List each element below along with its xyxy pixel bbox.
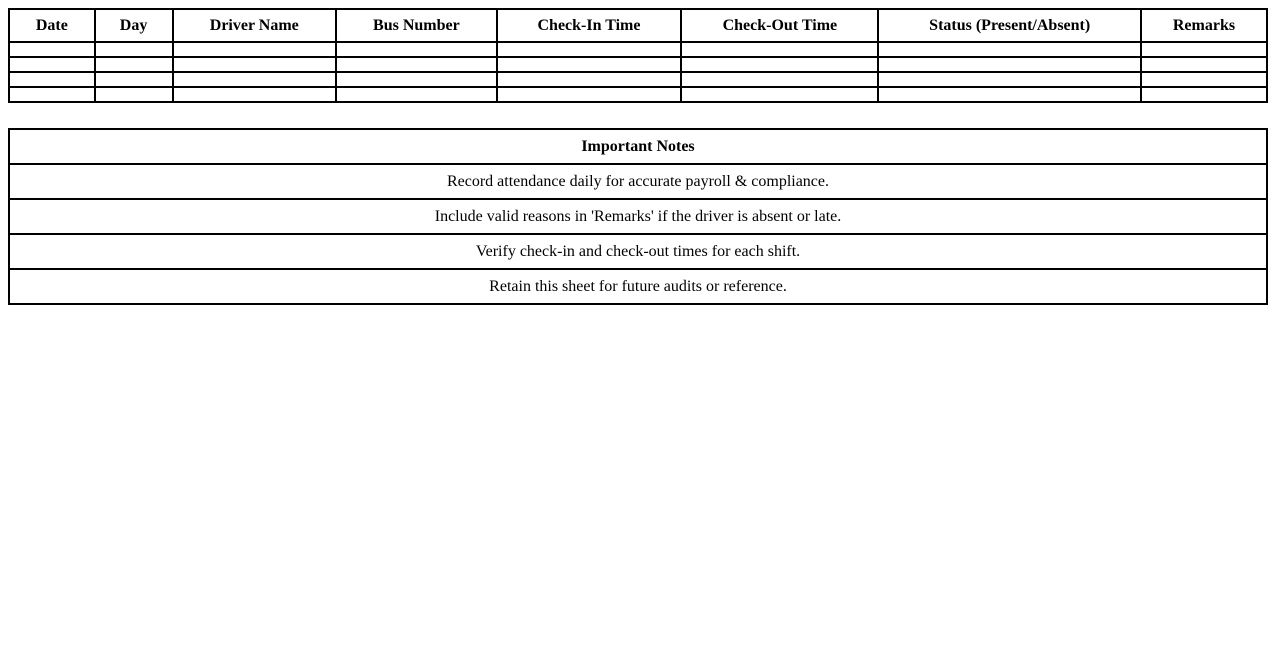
empty-cell [497, 87, 682, 102]
empty-cell [9, 57, 95, 72]
attendance-empty-row [9, 87, 1267, 102]
empty-cell [336, 72, 497, 87]
document-page [8, 8, 1268, 305]
important-notes-table [8, 128, 1268, 305]
empty-cell [95, 42, 173, 57]
column-header-check-out-time: Check-Out Time [681, 9, 878, 42]
empty-cell [878, 72, 1141, 87]
notes-title: Important Notes [9, 129, 1267, 164]
empty-cell [336, 42, 497, 57]
empty-cell [95, 72, 173, 87]
note-item: Record attendance daily for accurate payroll & compliance. [9, 164, 1267, 199]
driver-attendance-table [8, 8, 1268, 103]
empty-cell [173, 42, 337, 57]
note-item: Verify check-in and check-out times for each shift. [9, 234, 1267, 269]
empty-cell [95, 57, 173, 72]
note-item: Include valid reasons in 'Remarks' if the driver is absent or late. [9, 199, 1267, 234]
empty-cell [1141, 87, 1267, 102]
note-row [9, 164, 1267, 199]
empty-cell [681, 57, 878, 72]
empty-cell [878, 87, 1141, 102]
note-row [9, 234, 1267, 269]
empty-cell [173, 57, 337, 72]
empty-cell [1141, 57, 1267, 72]
empty-cell [336, 87, 497, 102]
empty-cell [497, 42, 682, 57]
attendance-header-row [9, 9, 1267, 42]
empty-cell [1141, 72, 1267, 87]
empty-cell [497, 72, 682, 87]
empty-cell [1141, 42, 1267, 57]
column-header-status-present-absent: Status (Present/Absent) [878, 9, 1141, 42]
empty-cell [9, 87, 95, 102]
empty-cell [173, 72, 337, 87]
empty-cell [878, 42, 1141, 57]
column-header-bus-number: Bus Number [336, 9, 497, 42]
note-row [9, 269, 1267, 304]
attendance-empty-row [9, 57, 1267, 72]
empty-cell [681, 72, 878, 87]
empty-cell [173, 87, 337, 102]
empty-cell [95, 87, 173, 102]
attendance-empty-row [9, 72, 1267, 87]
empty-cell [878, 57, 1141, 72]
empty-cell [9, 42, 95, 57]
empty-cell [336, 57, 497, 72]
attendance-empty-row [9, 42, 1267, 57]
empty-cell [681, 87, 878, 102]
column-header-driver-name: Driver Name [173, 9, 337, 42]
column-header-date: Date [9, 9, 95, 42]
notes-title-row [9, 129, 1267, 164]
notes-body [9, 164, 1267, 304]
attendance-body [9, 42, 1267, 102]
empty-cell [9, 72, 95, 87]
note-item: Retain this sheet for future audits or reference. [9, 269, 1267, 304]
note-row [9, 199, 1267, 234]
empty-cell [681, 42, 878, 57]
empty-cell [497, 57, 682, 72]
column-header-day: Day [95, 9, 173, 42]
column-header-remarks: Remarks [1141, 9, 1267, 42]
column-header-check-in-time: Check-In Time [497, 9, 682, 42]
